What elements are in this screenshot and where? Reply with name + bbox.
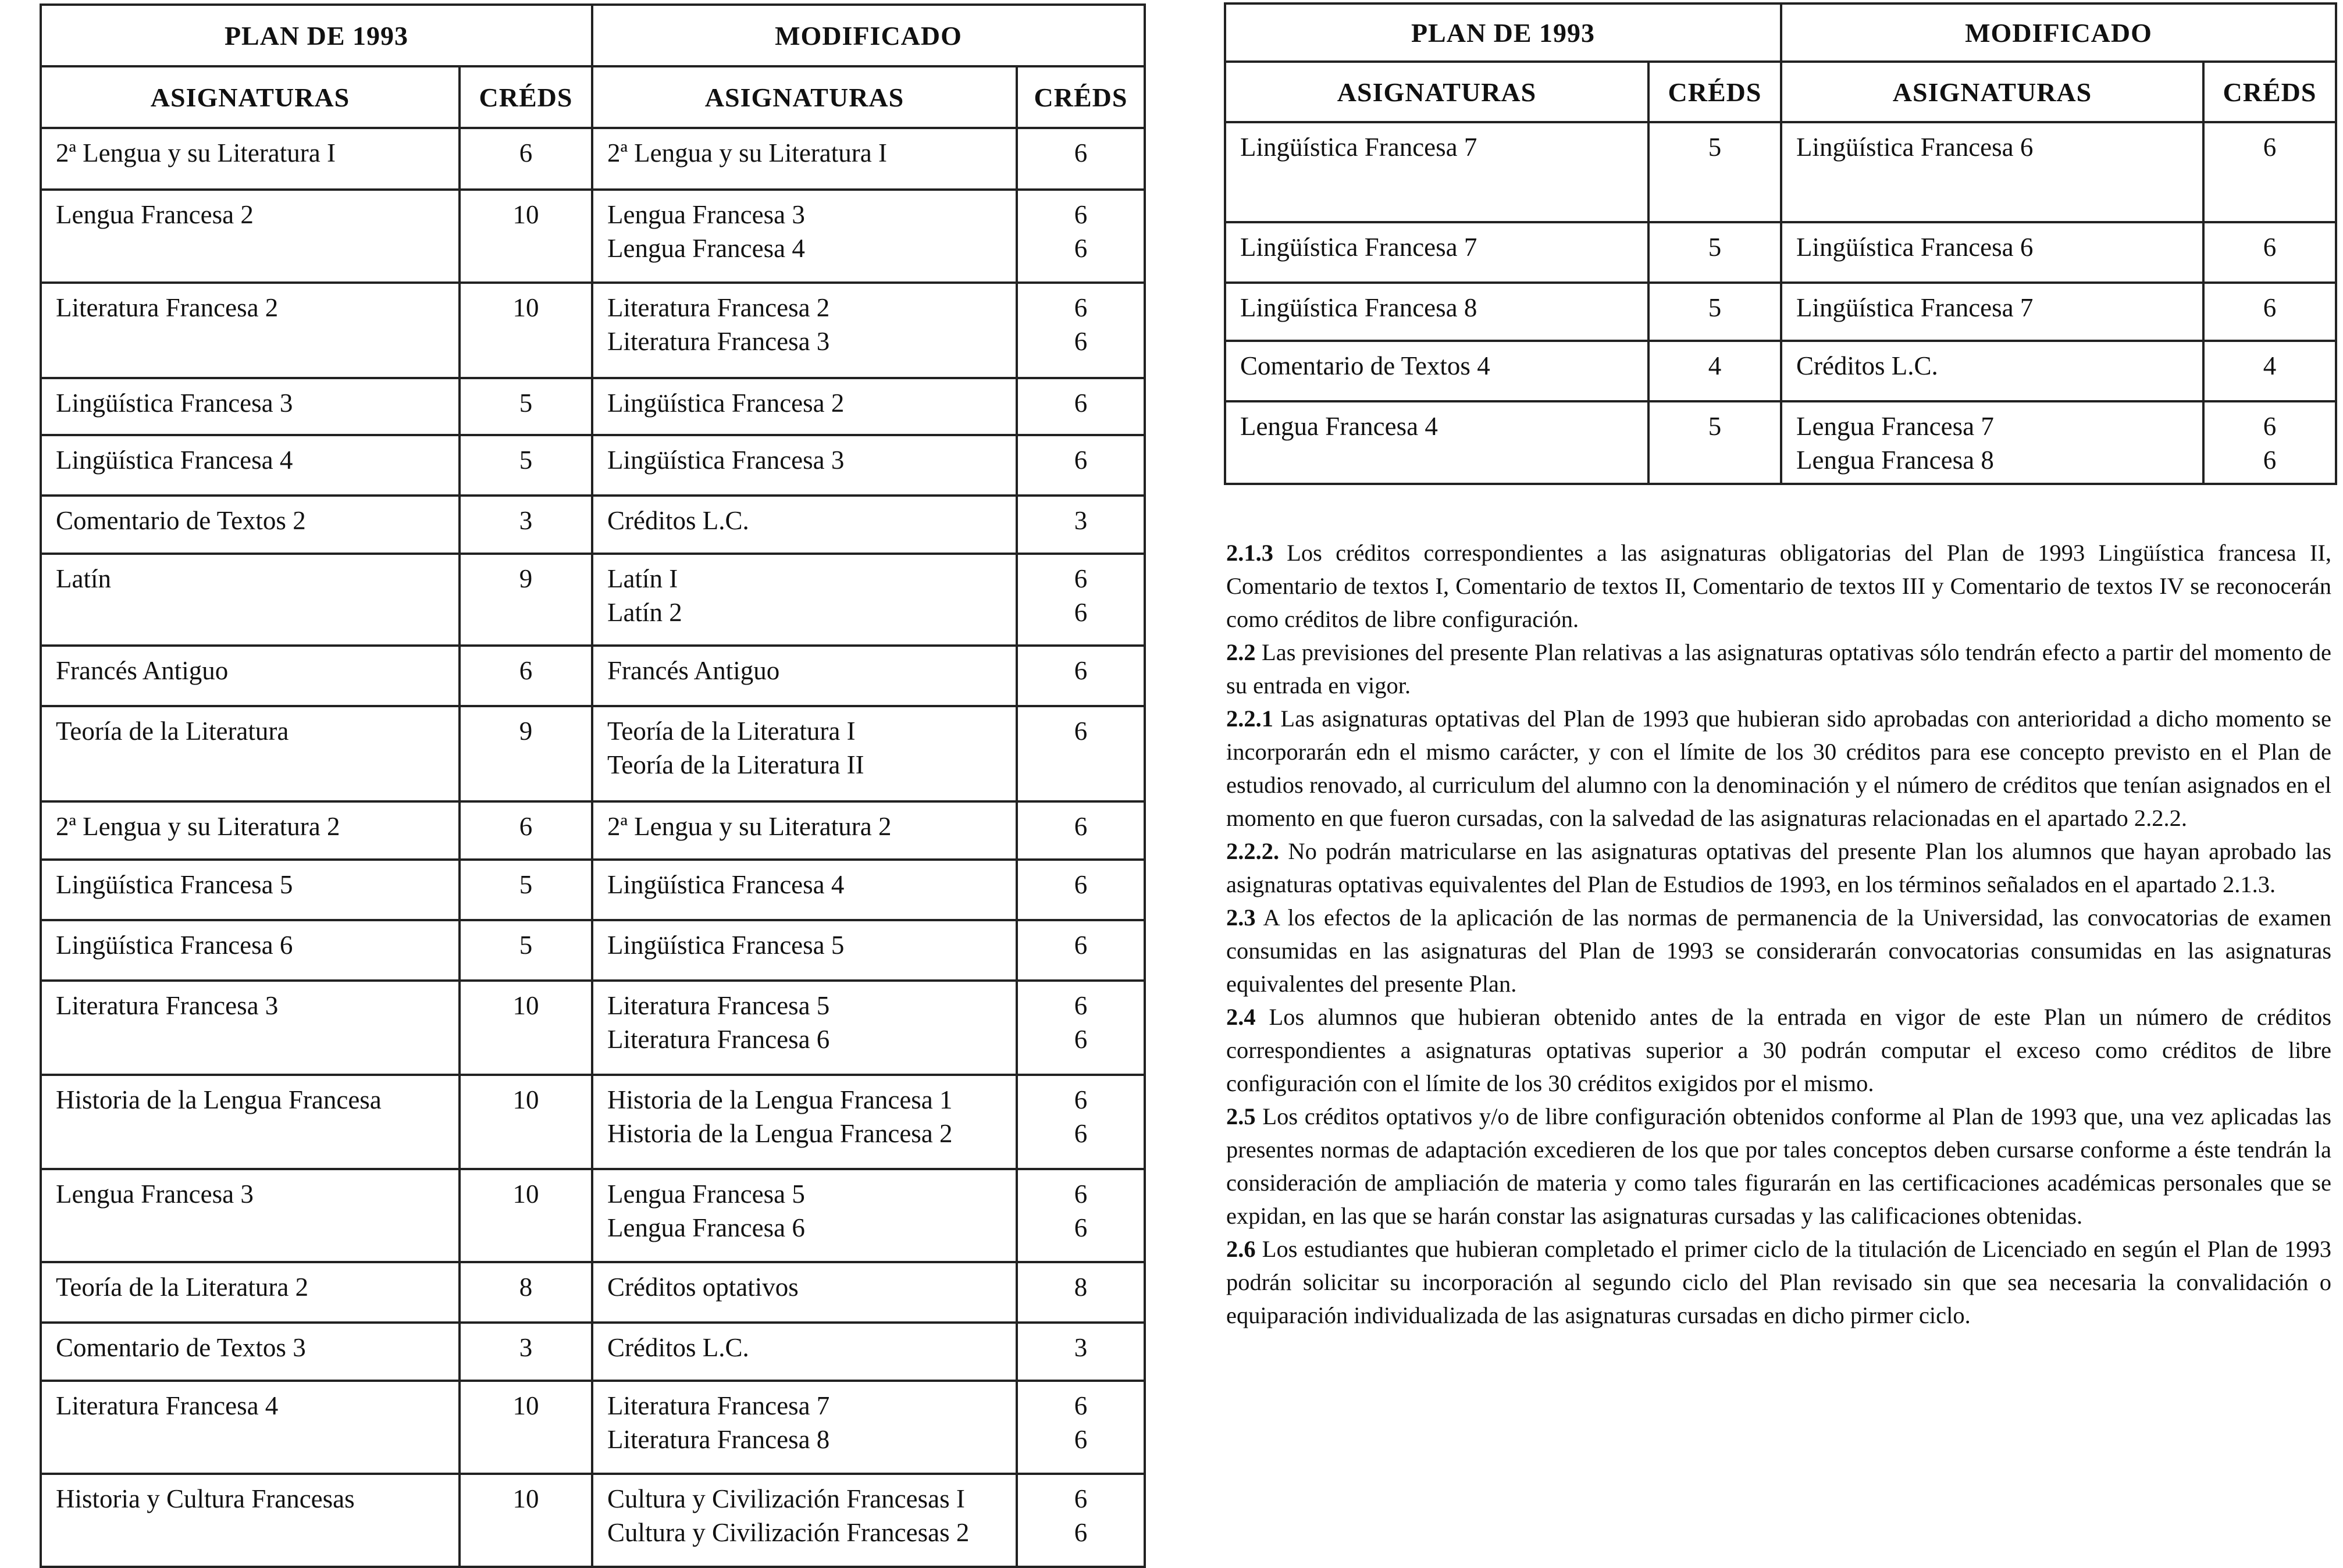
old-subject-cell — [1225, 122, 1648, 222]
new-subject-cell — [592, 190, 1017, 283]
note-text: Las previsiones del presente Plan relativas a las asignaturas optativas sólo tendrán efecto a partir del momento de su entrada en vigor. — [1226, 639, 2331, 699]
cell-text: 6 — [1074, 656, 1088, 685]
table-row — [41, 706, 1145, 801]
cell-text: Historia de la Lengua Francesa — [56, 1085, 382, 1114]
cell-text: Teoría de la Literatura 2 — [56, 1273, 309, 1302]
cell-text: 6 — [1074, 234, 1088, 263]
old-subject-cell — [41, 920, 460, 981]
old-subject-cell — [41, 1262, 460, 1323]
cell-text: Lengua Francesa 8 — [1796, 446, 1994, 475]
new-credits-cell — [1017, 1169, 1145, 1262]
cell-text: 6 — [1074, 389, 1088, 418]
new-credits-cell — [1017, 378, 1145, 435]
old-subject-cell — [41, 706, 460, 801]
cell-text: 6 — [1074, 1025, 1088, 1054]
old-credits-cell — [460, 646, 592, 706]
old-credits-cell — [460, 1169, 592, 1262]
cell-text: 8 — [519, 1273, 533, 1302]
cell-text: Comentario de Textos 3 — [56, 1333, 306, 1362]
old-credits-cell — [460, 190, 592, 283]
old-subject-cell — [1225, 283, 1648, 341]
table-row — [1225, 341, 2336, 401]
cell-text: Literatura Francesa 5 — [607, 991, 830, 1020]
note-paragraph — [1226, 536, 2331, 636]
cell-text: 6 — [1074, 1085, 1088, 1114]
old-credits-cell — [460, 496, 592, 554]
table-row — [1225, 401, 2336, 484]
cell-text: 6 — [1074, 717, 1088, 746]
cell-text: Lingüística Francesa 7 — [1240, 133, 1477, 162]
table-row — [41, 190, 1145, 283]
cell-text: 6 — [2263, 233, 2277, 262]
cell-text: Lengua Francesa 4 — [607, 234, 805, 263]
note-text: Los alumnos que hubieran obtenido antes de la entrada en vigor de este Plan un número de créditos correspondientes a asignaturas optativas superior a 30 podrán computar el exceso como créditos de libre configuración con el límite de los 30 créditos exigidos por el mismo. — [1226, 1004, 2331, 1096]
table-row — [41, 496, 1145, 554]
old-credits-cell — [460, 378, 592, 435]
note-text: Los créditos optativos y/o de libre configuración obtenidos conforme al Plan de 1993 que, una vez aplicadas las presentes normas de adaptación excedieren de los que por tales conceptos deben cursarse conforme a éste tendrán la consideración de ampliación de materia y como tales figurarán en las certificaciones académicas personales que se expidan, en las que se harán constar las asignaturas cursadas y las calificaciones obtenidas. — [1226, 1103, 2331, 1229]
old-subject-cell — [41, 981, 460, 1075]
note-number: 2.1.3 — [1226, 540, 1273, 566]
new-subjects-header: ASIGNATURAS — [592, 66, 1017, 128]
note-number: 2.2.2. — [1226, 838, 1280, 864]
cell-text: 4 — [1708, 351, 1722, 380]
right-equivalence-table — [1224, 2, 2337, 485]
right-table-body — [1225, 122, 2336, 484]
table-row — [41, 378, 1145, 435]
cell-text: 5 — [1708, 133, 1722, 162]
new-subject-cell — [1781, 222, 2203, 283]
cell-text: Lingüística Francesa 3 — [607, 446, 845, 475]
cell-text: 9 — [519, 564, 533, 593]
cell-text: Literatura Francesa 2 — [607, 293, 830, 322]
cell-text: 2ª Lengua y su Literatura 2 — [607, 812, 892, 841]
cell-text: 6 — [2263, 293, 2277, 322]
note-paragraph — [1226, 702, 2331, 835]
cell-text: 10 — [512, 1179, 539, 1209]
table-row — [41, 1323, 1145, 1381]
cell-text: 5 — [519, 389, 533, 418]
cell-text: 6 — [1074, 1213, 1088, 1242]
cell-text: Lingüística Francesa 7 — [1796, 293, 2034, 322]
new-subject-cell — [1781, 283, 2203, 341]
cell-text: 6 — [1074, 1518, 1088, 1547]
note-text: No podrán matricularse en las asignaturas optativas del presente Plan los alumnos que hayan aprobado las asignaturas optativas equivalentes del Plan de Estudios de 1993, en los términos señalados en el apartado 2.1.3. — [1226, 838, 2331, 897]
cell-text: Lingüística Francesa 3 — [56, 389, 293, 418]
new-subject-cell — [592, 128, 1017, 190]
old-subject-cell — [41, 435, 460, 496]
cell-text: Lingüística Francesa 4 — [56, 446, 293, 475]
table-row — [1225, 222, 2336, 283]
table-row — [41, 1075, 1145, 1169]
cell-text: 3 — [1074, 1333, 1088, 1362]
cell-text: 6 — [1074, 931, 1088, 960]
cell-text: 6 — [1074, 327, 1088, 356]
left-table-body — [41, 128, 1145, 1567]
cell-text: Teoría de la Literatura II — [607, 750, 864, 779]
note-text: Los estudiantes que hubieran completado el primer ciclo de la titulación de Licenciado en según el Plan de 1993 podrán solicitar su incorporación al segundo ciclo del Plan revisado sin que sea necesaria la convalidación o equiparación individualizada de las asignaturas cursadas en dicho pirmer ciclo. — [1226, 1236, 2331, 1328]
cell-text: Latín — [56, 564, 111, 593]
new-credits-header: CRÉDS — [2203, 62, 2336, 122]
cell-text: Lengua Francesa 3 — [56, 1179, 254, 1209]
new-credits-cell — [1017, 554, 1145, 646]
new-subject-cell — [592, 1474, 1017, 1567]
cell-text: 6 — [1074, 293, 1088, 322]
old-credits-header: CRÉDS — [460, 66, 592, 128]
cell-text: 6 — [519, 138, 533, 168]
old-subject-cell — [41, 128, 460, 190]
cell-text: Lengua Francesa 3 — [607, 200, 805, 229]
note-paragraph — [1226, 901, 2331, 1000]
cell-text: 6 — [1074, 1119, 1088, 1148]
new-subject-cell — [1781, 341, 2203, 401]
new-credits-cell — [2203, 122, 2336, 222]
cell-text: Literatura Francesa 3 — [607, 327, 830, 356]
cell-text: 6 — [2263, 446, 2277, 475]
note-paragraph — [1226, 835, 2331, 901]
cell-text: Lingüística Francesa 6 — [1796, 133, 2034, 162]
old-subject-cell — [41, 1323, 460, 1381]
new-credits-cell — [1017, 706, 1145, 801]
old-subject-cell — [41, 554, 460, 646]
new-subject-cell — [592, 496, 1017, 554]
cell-text: 2ª Lengua y su Literatura 2 — [56, 812, 340, 841]
old-credits-cell — [460, 801, 592, 860]
old-credits-cell — [460, 1381, 592, 1474]
old-subject-cell — [41, 283, 460, 378]
cell-text: Latín I — [607, 564, 678, 593]
old-subject-cell — [41, 860, 460, 920]
old-subject-cell — [41, 190, 460, 283]
table-row — [41, 1381, 1145, 1474]
cell-text: Comentario de Textos 2 — [56, 506, 306, 535]
old-credits-cell — [460, 1474, 592, 1567]
new-credits-cell — [1017, 1262, 1145, 1323]
note-text: A los efectos de la aplicación de las normas de permanencia de la Universidad, las convocatorias de examen consumidas en las asignaturas del Plan de 1993 se considerarán convocatorias consumidas en las asignaturas equivalentes del presente Plan. — [1226, 904, 2331, 997]
old-credits-cell — [460, 554, 592, 646]
cell-text: Cultura y Civilización Francesas 2 — [607, 1518, 970, 1547]
cell-text: Lingüística Francesa 5 — [607, 931, 845, 960]
new-subject-cell — [592, 981, 1017, 1075]
modified-header: MODIFICADO — [1781, 3, 2336, 62]
new-subject-cell — [592, 920, 1017, 981]
cell-text: 6 — [519, 656, 533, 685]
new-credits-cell — [1017, 920, 1145, 981]
old-credits-cell — [1648, 222, 1781, 283]
cell-text: 6 — [1074, 200, 1088, 229]
cell-text: Teoría de la Literatura — [56, 717, 289, 746]
new-credits-cell — [1017, 1381, 1145, 1474]
cell-text: 6 — [2263, 412, 2277, 441]
table-row — [41, 128, 1145, 190]
cell-text: Historia y Cultura Francesas — [56, 1484, 355, 1513]
new-credits-cell — [2203, 401, 2336, 484]
cell-text: 6 — [1074, 1484, 1088, 1513]
cell-text: 9 — [519, 717, 533, 746]
new-credits-cell — [1017, 283, 1145, 378]
table-row — [41, 920, 1145, 981]
note-text: Los créditos correspondientes a las asignaturas obligatorias del Plan de 1993 Lingüística francesa II, Comentario de textos I, Comentario de textos II, Comentario de textos III y Comentario de textos IV se reconocerán como créditos de libre configuración. — [1226, 540, 2331, 632]
old-credits-cell — [460, 283, 592, 378]
cell-text: 5 — [1708, 233, 1722, 262]
cell-text: 5 — [1708, 412, 1722, 441]
new-credits-cell — [1017, 128, 1145, 190]
cell-text: Lengua Francesa 6 — [607, 1213, 805, 1242]
old-credits-cell — [460, 1262, 592, 1323]
new-subject-cell — [592, 1381, 1017, 1474]
cell-text: Historia de la Lengua Francesa 2 — [607, 1119, 953, 1148]
table-row — [41, 981, 1145, 1075]
old-subject-cell — [41, 1169, 460, 1262]
cell-text: Lengua Francesa 2 — [56, 200, 254, 229]
new-credits-cell — [1017, 435, 1145, 496]
old-subjects-header: ASIGNATURAS — [1225, 62, 1648, 122]
new-subject-cell — [592, 435, 1017, 496]
old-credits-cell — [460, 435, 592, 496]
note-paragraph — [1226, 1100, 2331, 1232]
new-credits-cell — [1017, 1474, 1145, 1567]
old-subject-cell — [1225, 222, 1648, 283]
adaptation-notes — [1226, 536, 2331, 1332]
cell-text: 10 — [512, 200, 539, 229]
cell-text: Créditos L.C. — [1796, 351, 1938, 380]
cell-text: Literatura Francesa 2 — [56, 293, 279, 322]
cell-text: Lingüística Francesa 2 — [607, 389, 845, 418]
new-subject-cell — [592, 378, 1017, 435]
old-credits-cell — [1648, 401, 1781, 484]
cell-text: 6 — [1074, 991, 1088, 1020]
cell-text: Latín 2 — [607, 598, 682, 627]
cell-text: 8 — [1074, 1273, 1088, 1302]
table-row — [41, 860, 1145, 920]
note-text: Las asignaturas optativas del Plan de 1993 que hubieran sido aprobadas con anterioridad a dicho momento se incorporarán edn el mismo carácter, y con el límite de los 30 créditos para ese concepto previsto en el Plan de estudios renovado, al curriculum del alumno con la denominación y el número de créditos que tenían asignados en el momento en que fueron cursadas, con la salvedad de las asignaturas relacionadas en el apartado 2.2.2. — [1226, 705, 2331, 831]
cell-text: 6 — [1074, 812, 1088, 841]
note-paragraph — [1226, 636, 2331, 702]
cell-text: Literatura Francesa 6 — [607, 1025, 830, 1054]
new-subject-cell — [1781, 401, 2203, 484]
new-subject-cell — [592, 554, 1017, 646]
note-number: 2.2.1 — [1226, 705, 1273, 732]
new-credits-cell — [1017, 496, 1145, 554]
cell-text: 6 — [1074, 138, 1088, 168]
table-row — [41, 1262, 1145, 1323]
new-subject-cell — [592, 860, 1017, 920]
note-number: 2.4 — [1226, 1004, 1256, 1030]
plan-1993-header: PLAN DE 1993 — [41, 5, 592, 66]
cell-text: Lingüística Francesa 5 — [56, 870, 293, 899]
cell-text: 5 — [1708, 293, 1722, 322]
cell-text: 6 — [1074, 564, 1088, 593]
note-number: 2.3 — [1226, 904, 1256, 931]
table-row — [1225, 122, 2336, 222]
note-paragraph — [1226, 1000, 2331, 1100]
new-subject-cell — [592, 1075, 1017, 1169]
cell-text: 6 — [519, 812, 533, 841]
old-subject-cell — [41, 801, 460, 860]
cell-text: 5 — [519, 446, 533, 475]
table-row — [41, 801, 1145, 860]
new-credits-cell — [1017, 1075, 1145, 1169]
cell-text: Literatura Francesa 7 — [607, 1391, 830, 1420]
old-credits-cell — [1648, 283, 1781, 341]
cell-text: Comentario de Textos 4 — [1240, 351, 1490, 380]
old-credits-cell — [1648, 341, 1781, 401]
cell-text: 6 — [2263, 133, 2277, 162]
cell-text: 6 — [1074, 1391, 1088, 1420]
table-row — [1225, 283, 2336, 341]
new-subject-cell — [1781, 122, 2203, 222]
cell-text: Literatura Francesa 4 — [56, 1391, 279, 1420]
old-subject-cell — [41, 1381, 460, 1474]
cell-text: Lingüística Francesa 6 — [1796, 233, 2034, 262]
cell-text: 2ª Lengua y su Literatura I — [607, 138, 887, 168]
table-row — [41, 1474, 1145, 1567]
new-credits-cell — [1017, 860, 1145, 920]
new-credits-cell — [2203, 341, 2336, 401]
cell-text: 6 — [1074, 446, 1088, 475]
cell-text: 3 — [519, 1333, 533, 1362]
old-credits-cell — [460, 920, 592, 981]
new-subjects-header: ASIGNATURAS — [1781, 62, 2203, 122]
cell-text: Lingüística Francesa 6 — [56, 931, 293, 960]
cell-text: Lingüística Francesa 4 — [607, 870, 845, 899]
table-row — [41, 1169, 1145, 1262]
new-credits-cell — [1017, 190, 1145, 283]
cell-text: Cultura y Civilización Francesas I — [607, 1484, 965, 1513]
cell-text: 10 — [512, 1085, 539, 1114]
cell-text: Literatura Francesa 3 — [56, 991, 279, 1020]
old-credits-cell — [460, 981, 592, 1075]
cell-text: Lingüística Francesa 7 — [1240, 233, 1477, 262]
old-subjects-header: ASIGNATURAS — [41, 66, 460, 128]
cell-text: 6 — [1074, 1179, 1088, 1209]
cell-text: 5 — [519, 931, 533, 960]
old-credits-cell — [460, 860, 592, 920]
old-credits-cell — [460, 128, 592, 190]
new-credits-cell — [2203, 283, 2336, 341]
cell-text: 6 — [1074, 1425, 1088, 1454]
old-subject-cell — [1225, 401, 1648, 484]
old-credits-cell — [460, 1323, 592, 1381]
cell-text: Historia de la Lengua Francesa 1 — [607, 1085, 953, 1114]
new-subject-cell — [592, 283, 1017, 378]
new-credits-cell — [1017, 1323, 1145, 1381]
note-number: 2.2 — [1226, 639, 1256, 665]
new-subject-cell — [592, 706, 1017, 801]
table-row — [41, 646, 1145, 706]
cell-text: Francés Antiguo — [56, 656, 229, 685]
cell-text: Literatura Francesa 8 — [607, 1425, 830, 1454]
cell-text: 10 — [512, 293, 539, 322]
cell-text: 2ª Lengua y su Literatura I — [56, 138, 336, 168]
table-row — [41, 283, 1145, 378]
cell-text: 10 — [512, 1484, 539, 1513]
old-subject-cell — [41, 1075, 460, 1169]
note-paragraph — [1226, 1232, 2331, 1332]
cell-text: 4 — [2263, 351, 2277, 380]
cell-text: 10 — [512, 1391, 539, 1420]
new-credits-cell — [2203, 222, 2336, 283]
old-credits-header: CRÉDS — [1648, 62, 1781, 122]
plan-1993-header: PLAN DE 1993 — [1225, 3, 1781, 62]
cell-text: 5 — [519, 870, 533, 899]
new-subject-cell — [592, 801, 1017, 860]
old-subject-cell — [41, 646, 460, 706]
cell-text: Francés Antiguo — [607, 656, 780, 685]
old-subject-cell — [41, 378, 460, 435]
cell-text: 3 — [519, 506, 533, 535]
cell-text: Lingüística Francesa 8 — [1240, 293, 1477, 322]
cell-text: Teoría de la Literatura I — [607, 717, 856, 746]
old-credits-cell — [460, 706, 592, 801]
old-subject-cell — [1225, 341, 1648, 401]
left-equivalence-table — [40, 3, 1146, 1568]
note-number: 2.6 — [1226, 1236, 1256, 1262]
cell-text: Lengua Francesa 4 — [1240, 412, 1438, 441]
cell-text: 10 — [512, 991, 539, 1020]
cell-text: 6 — [1074, 870, 1088, 899]
cell-text: Lengua Francesa 7 — [1796, 412, 1994, 441]
new-credits-cell — [1017, 981, 1145, 1075]
new-credits-cell — [1017, 646, 1145, 706]
cell-text: 3 — [1074, 506, 1088, 535]
new-subject-cell — [592, 646, 1017, 706]
new-credits-header: CRÉDS — [1017, 66, 1145, 128]
new-credits-cell — [1017, 801, 1145, 860]
table-row — [41, 435, 1145, 496]
new-subject-cell — [592, 1323, 1017, 1381]
cell-text: Créditos L.C. — [607, 506, 749, 535]
table-row — [41, 554, 1145, 646]
cell-text: Créditos optativos — [607, 1273, 799, 1302]
cell-text: Lengua Francesa 5 — [607, 1179, 805, 1209]
modified-header: MODIFICADO — [592, 5, 1145, 66]
cell-text: 6 — [1074, 598, 1088, 627]
new-subject-cell — [592, 1169, 1017, 1262]
old-subject-cell — [41, 1474, 460, 1567]
cell-text: Créditos L.C. — [607, 1333, 749, 1362]
old-credits-cell — [460, 1075, 592, 1169]
old-subject-cell — [41, 496, 460, 554]
note-number: 2.5 — [1226, 1103, 1256, 1129]
old-credits-cell — [1648, 122, 1781, 222]
new-subject-cell — [592, 1262, 1017, 1323]
